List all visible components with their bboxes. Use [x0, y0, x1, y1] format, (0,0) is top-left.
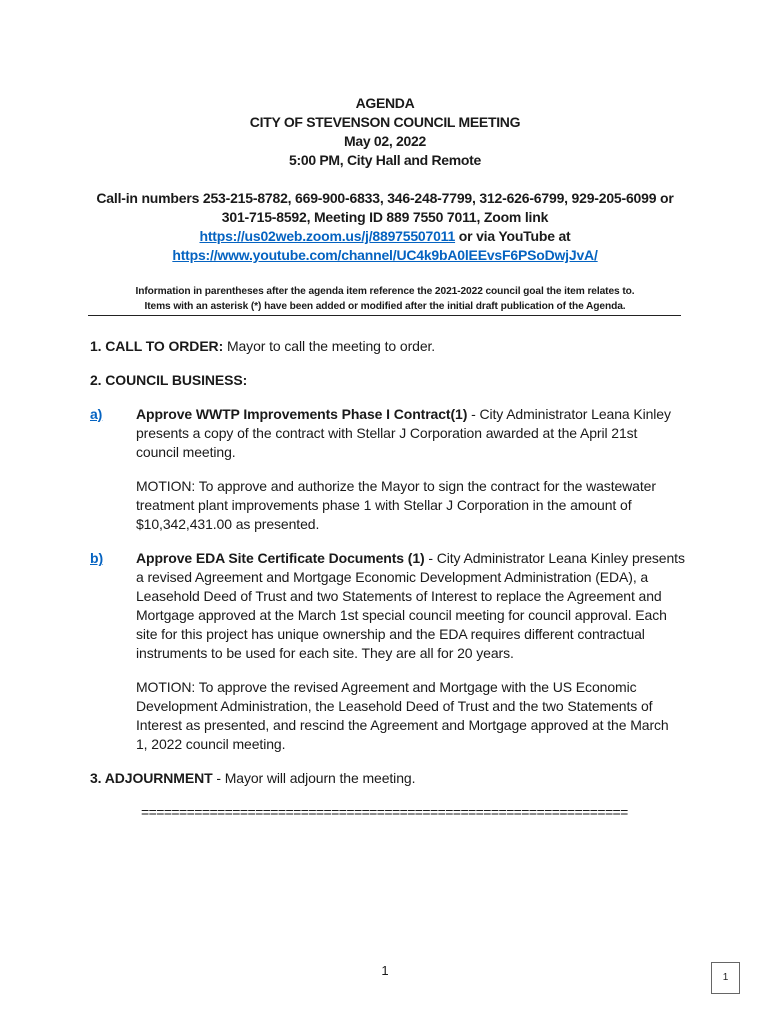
- item-b-desc-line: - City Administrator Leana Kinley presents: [428, 550, 685, 566]
- item-b-motion-line: Interest as presented, and rescind the Agreement and Mortgage approved at the March: [136, 717, 669, 733]
- zoom-link[interactable]: https://us02web.zoom.us/j/88975507011: [199, 228, 456, 244]
- youtube-line: [0, 246, 770, 265]
- note-goal-reference: Information in parentheses after the agenda item reference the 2021-2022 council goal the item relates to.: [135, 286, 635, 297]
- page-badge: 1: [711, 962, 740, 994]
- item-b-motion: [90, 678, 710, 754]
- item-a-desc-line: council meeting.: [136, 444, 236, 460]
- agenda-item-b: [90, 549, 710, 663]
- item-b-link[interactable]: b): [90, 550, 104, 566]
- page-number: 1: [381, 963, 389, 978]
- item-a-link[interactable]: a): [90, 406, 103, 422]
- call-in-numbers: Call-in numbers 253-215-8782, 669-900-6833, 346-248-7799, 312-626-6799, 929-205-6099 or: [96, 190, 674, 206]
- youtube-prefix: or via YouTube at: [458, 228, 571, 244]
- header-divider: [88, 315, 681, 316]
- item-a-title: Approve WWTP Improvements Phase I Contract(1): [136, 406, 468, 422]
- agenda-title: AGENDA: [355, 95, 415, 111]
- meeting-date: May 02, 2022: [343, 133, 427, 149]
- adjournment: [90, 769, 710, 788]
- note-asterisk: Items with an asterisk (*) have been added or modified after the initial draft publication of the Agenda.: [144, 301, 626, 312]
- item-a-first-line: [136, 405, 710, 424]
- item-b-title: Approve EDA Site Certificate Documents (1): [136, 550, 425, 566]
- call-to-order-text: Mayor to call the meeting to order.: [226, 338, 436, 354]
- item-b-motion-line: MOTION: To approve the revised Agreement and Mortgage with the US Economic: [136, 679, 637, 695]
- council-business-label: 2. COUNCIL BUSINESS:: [90, 372, 248, 388]
- item-b-motion-line: 1, 2022 council meeting.: [136, 736, 286, 752]
- zoom-line: [0, 227, 770, 246]
- item-a-desc-line: presents a copy of the contract with Stellar J Corporation awarded at the April 21st: [136, 425, 638, 441]
- adjournment-text: - Mayor will adjourn the meeting.: [216, 770, 416, 786]
- item-b-desc-line: a revised Agreement and Mortgage Economic Development Administration (EDA), a: [136, 569, 649, 585]
- call-to-order-label: 1. CALL TO ORDER:: [90, 338, 224, 354]
- item-b-desc-line: Mortgage approved at the March 1st special council meeting for council approval. Each: [136, 607, 667, 623]
- item-a-desc-line: - City Administrator Leana Kinley: [471, 406, 671, 422]
- youtube-link[interactable]: https://www.youtube.com/channel/UC4k9bA0lEEvsF6PSoDwjJvA/: [172, 247, 598, 263]
- meeting-name: CITY OF STEVENSON COUNCIL MEETING: [249, 114, 521, 130]
- item-a-motion-line: MOTION: To approve and authorize the Mayor to sign the contract for the wastewater: [136, 478, 656, 494]
- item-b-first-line: [136, 549, 710, 568]
- item-a-motion-line: $10,342,431.00 as presented.: [136, 516, 320, 532]
- agenda-notes: [0, 284, 770, 314]
- agenda-body: [90, 337, 710, 822]
- item-a-motion-line: treatment plant improvements phase 1 with Stellar J Corporation in the amount of: [136, 497, 632, 513]
- call-to-order: [90, 337, 710, 356]
- meeting-id-line: 301-715-8592, Meeting ID 889 7550 7011, Zoom link: [221, 209, 549, 225]
- item-b-desc-line: instruments to be used for each site. They are all for 20 years.: [136, 645, 514, 661]
- end-separator: ================================================================: [141, 804, 628, 820]
- meeting-time-location: 5:00 PM, City Hall and Remote: [288, 152, 482, 168]
- council-business-heading: [90, 371, 710, 390]
- item-b-desc-line: Leasehold Deed of Trust and two Statements of Interest to replace the Agreement and: [136, 588, 662, 604]
- item-a-motion: [90, 477, 710, 534]
- agenda-item-a: [90, 405, 710, 462]
- adjournment-label: 3. ADJOURNMENT: [90, 770, 213, 786]
- item-b-desc-line: site for this project has unique ownership and the EDA requires different contractual: [136, 626, 645, 642]
- item-b-motion-line: Development Administration, the Leasehold Deed of Trust and the two Statements of: [136, 698, 653, 714]
- call-in-info: [0, 189, 770, 265]
- agenda-header: [0, 94, 770, 170]
